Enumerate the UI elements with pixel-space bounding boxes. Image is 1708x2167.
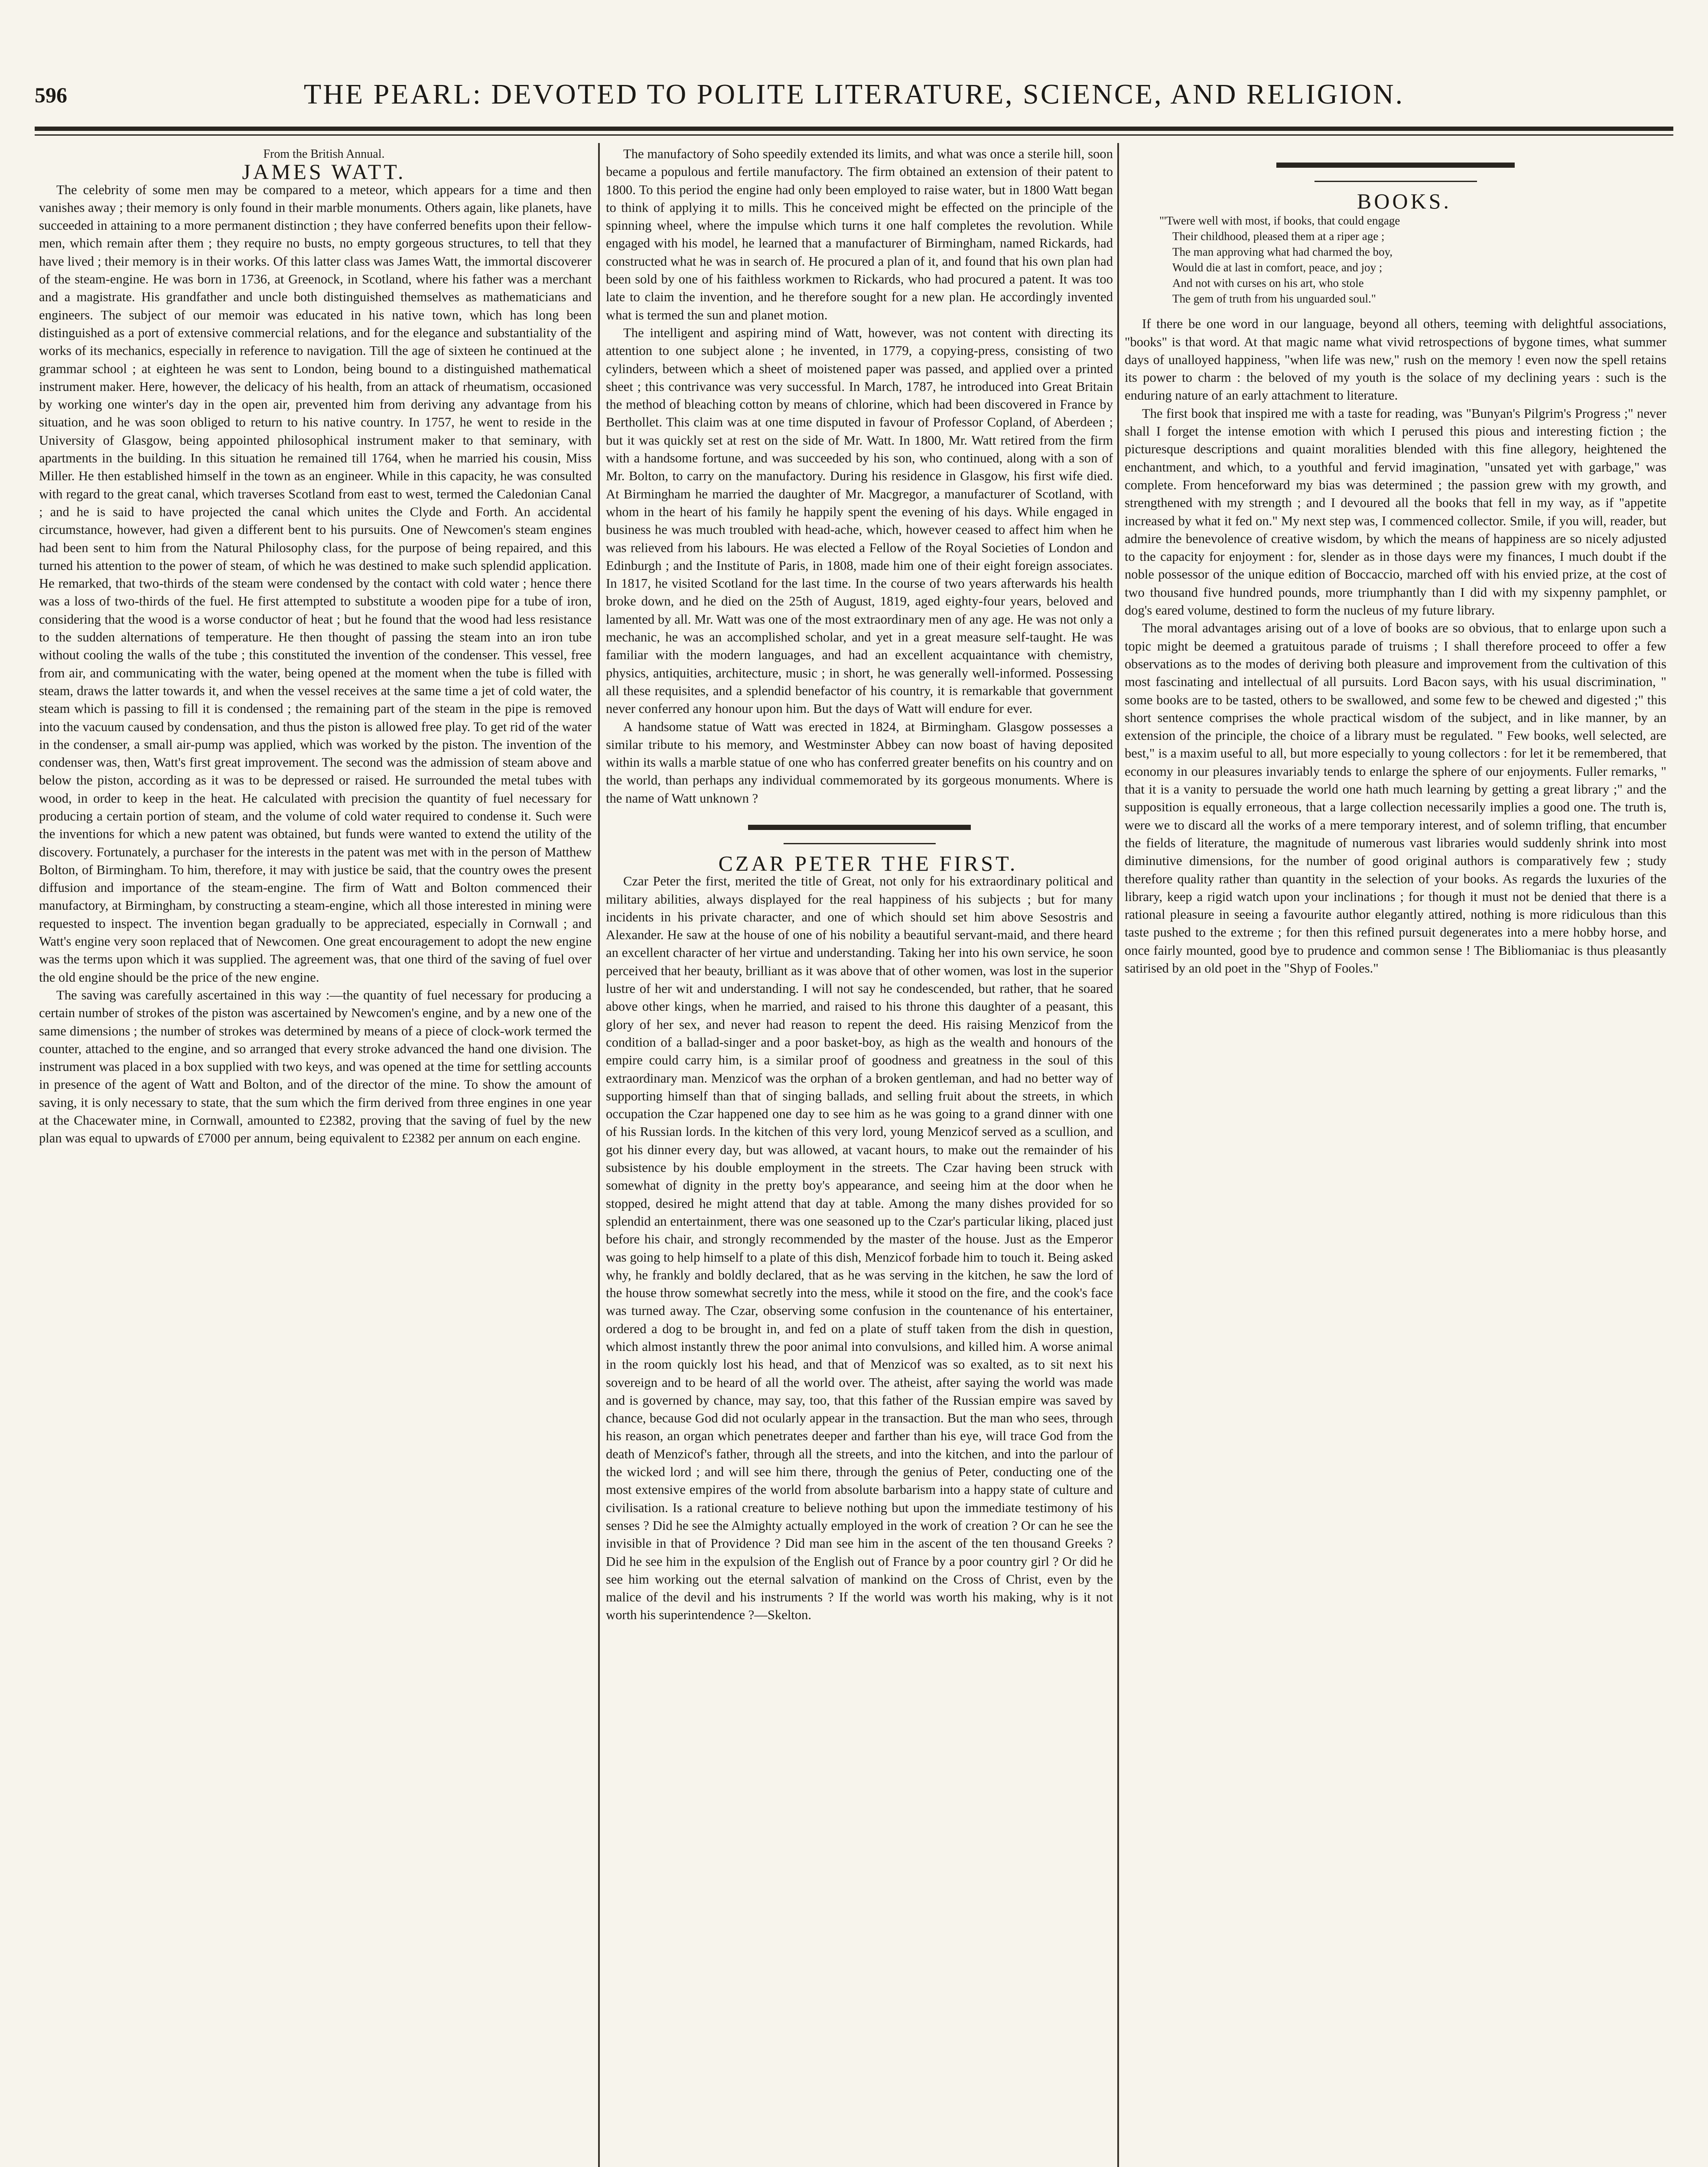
article-paragraph: The first book that inspired me with a taste for reading, was "Bunyan's Pilgrim's Progress ;" never shall I forget the intense emotion with which I perused this pious and interesting fiction ; the picturesque descriptions and quaint moralities blended with this fine allegory, heightened the enchantment, and which, to a youthful and fervid imagination, "unsated yet with garbage," was complete. From henceforward my bias was determined ; the passion grew with my growth, and strengthened with my strength ; and I devoured all the books that fell in my way, as if "appetite increased by what it fed on." My next step was, I commenced collector. Smile, if you will, reader, but admire the benevolence of creative wisdom, by which the means of happiness are so nicely adjusted to the capacity for enjoyment : for, slender as in those days were my finances, I much doubt if the noble possessor of the unique edition of Boccaccio, marched off with his envied prize, at the cost of two thousand five hundred pounds, more triumphantly than I did with my sixpenny pamphlet, or dog's eared volume, destined to form the nucleus of my future library.: [1125, 406, 1666, 618]
poem-line: And not with curses on his art, who stole: [1172, 277, 1364, 290]
section-separator-thin: [784, 843, 936, 844]
column-3: [1125, 145, 1666, 2167]
article-title-czar-peter: CZAR PETER THE FIRST.: [718, 851, 1018, 875]
poem-line: The man approving what had charmed the boy,: [1172, 245, 1393, 259]
column-2: [606, 145, 1113, 2167]
article-title-james-watt: JAMES WATT.: [242, 159, 406, 184]
poem-line: Their childhood, pleased them at a riper age ;: [1172, 230, 1385, 243]
article-paragraph: The moral advantages arising out of a love of books are so obvious, that to enlarge upon such a topic might be deemed a gratuitous parade of truisms ; I shall therefore proceed to offer a few observations as to the modes of deriving both pleasure and improvement from the cultivation of this most fascinating and intellectual of all pursuits. Lord Bacon says, with his usual discrimination, " some books are to be tasted, others to be swallowed, and some few to be chewed and digested ;" this short sentence comprises the whole practical wisdom of the subject, and in like manner, by an extension of the principle, the choice of a library must be regulated. " Few books, well selected, are best," is a maxim useful to all, but more especially to young collectors : for let it be remembered, that economy in our pleasures invariably tends to enlarge the sphere of our enjoyments. Fuller remarks, " that it is a vanity to persuade the world one hath much learning by getting a great library ;" and the supposition is equally erroneous, that a large collection necessarily implies a good one. The truth is, were we to discard all the works of a mere temporary interest, and of solemn trifling, that encumber the fields of literature, the magnitude of numerous vast libraries would suddenly shrink into most diminutive dimensions, for the number of good original authors is comparatively few ; study therefore quality rather than quantity in the selection of your books. As regards the luxuries of the library, keep a rigid watch upon your inclinations ; for though it must not be denied that there is a rational pleasure in seeing a favourite author elegantly attired, nothing is more ridiculous than this taste pushed to the extreme ; for then this refined pursuit degenerates into a mere hobby horse, and once fairly mounted, good bye to prudence and common sense ! The Bibliomaniac is thus pleasantly satirised by an old poet in the "Shyp of Fooles.": [1125, 621, 1666, 976]
poem-line: The gem of truth from his unguarded soul.": [1172, 292, 1376, 306]
article-paragraph: The saving was carefully ascertained in this way :—the quantity of fuel necessary for producing a certain number of strokes of the piston was ascertained by Newcomen's engine, and by a new one of the same dimensions ; the number of strokes was determined by means of a piece of clock-work termed the counter, attached to the engine, and so arranged that every stroke advanced the hand one division. The instrument was placed in a box supplied with two keys, and was opened at the time for settling accounts in presence of the agent of Watt and Bolton, and of the director of the mine. To show the amount of saving, it is only necessary to state, that the sum which the firm derived from three engines in one year at the Chacewater mine, in Cornwall, amounted to £2382, proving that the saving of fuel by the new plan was equal to upwards of £7000 per annum, being equivalent to £2382 per annum on each engine.: [39, 987, 592, 1146]
epigraph-poem: [1159, 213, 1666, 306]
column-divider: [1117, 143, 1119, 2167]
section-separator: [1276, 163, 1515, 168]
page-number: 596: [35, 83, 67, 107]
article-paragraph: Czar Peter the first, merited the title of Great, not only for his extraordinary political and military abilities, always displayed for the real happiness of his subjects ; but for many incidents in his private character, and one of which should set him above Sesostris and Alexander. He saw at the house of one of his nobility a beautiful servant-maid, and there heard an excellent character of her virtue and understanding. Taking her into his own service, he soon perceived that her beauty, brilliant as it was above that of other women, was lost in the superior lustre of her wit and understanding. I will not say he condescended, but rather, that he soared above other kings, when he married, and raised to his throne this daughter of a peasant, this glory of her sex, and never had reason to repent the deed. His raising Menzicof from the condition of a ballad-singer and a poor basket-boy, as high as the wealth and honours of the empire could carry him, is a similar proof of goodness and greatness in the soul of this extraordinary man. Menzicof was the orphan of a broken gentleman, and had no better way of supporting himself than that of singing ballads, and selling fruit about the streets, in which occupation the Czar happened one day to see him as he was going to a grand dinner with one of his Russian lords. In the kitchen of this very lord, young Menzicof served as a scullion, and got his dinner every day, but was allowed, at vacant hours, to make out the remainder of his subsistence by his double employment in the streets. The Czar having been struck with somewhat of dignity in the pretty boy's appearance, and seeing him at the door when he stopped, desired he might attend that day at table. Among the many dishes provided for so splendid an entertainment, there was one seasoned up to the Czar's particular liking, placed just before his chair, and strongly recommended by the master of the house. Just as the Emperor was going to help himself to a plate of this dish, Menzicof forbade him to touch it. Being asked why, he frankly and boldly declared, that as he was serving in the kitchen, he saw the lord of the house throw somewhat secretly into the mess, while it stood on the fire, and the cook's face was turned away. The Czar, observing some confusion in the countenance of his entertainer, ordered a dog to be brought in, and fed on a plate of stuff taken from the dish in question, which almost instantly threw the poor animal into convulsions, and killed him. A worse animal in the room quickly lost his head, and that of Menzicof was so exalted, as to sit next his sovereign and to be heard of all the world over. The atheist, after saying the world was made and is governed by chance, may say, too, that this father of the Russian empire was saved by chance, because God did not ocularly appear in the transaction. But the man who sees, through his reason, an organ which penetrates deeper and farther than his eye, will trace God from the death of Menzicof's father, through all the streets, and into the kitchen, and into the parlour of the wicked lord ; and will see him there, through the genius of Peter, conducting one of the most extensive empires of the world from absolute barbarism into a happy state of culture and civilisation. Is a rational creature to believe nothing but upon the immediate testimony of his senses ? Did he see the Almighty actually employed in the work of creation ? Or can he see the invisible in that of Providence ? Did man see him in the ascent of the ten thousand Greeks ? Did he see him in the expulsion of the English out of France by a poor country girl ? Or did he see him working out the eternal salvation of mankind on the Cross of Christ, even by the malice of the devil and his instruments ? If the world was worth his making, why is it not worth his superintendence ?—Skelton.: [606, 874, 1113, 1623]
article-source: From the British Annual.: [263, 147, 385, 161]
article-paragraph: If there be one word in our language, beyond all others, teeming with delightful associations, "books" is that word. At that magic name what vivid retrospections of bygone times, what summer days of unalloyed happiness, "when life was new," rush on the memory ! even now the spell retains its power to charm : the beloved of my youth is the solace of my declining years : such is the enduring nature of an early attachment to literature.: [1125, 316, 1666, 403]
section-separator: [748, 825, 971, 830]
journal-title: THE PEARL: DEVOTED TO POLITE LITERATURE, SCIENCE, AND RELIGION.: [303, 78, 1405, 110]
masthead: [35, 74, 1673, 121]
article-paragraph: The celebrity of some men may be compared to a meteor, which appears for a time and then vanishes away ; their memory is only found in their marble monuments. Others again, like planets, have succeeded in attaining to a more permanent distinction ; they have conferred benefits upon their fellow-men, which remain after them ; they require no busts, no empty gorgeous structures, to tell that they have lived ; their memory is in their works. Of this latter class was James Watt, the immortal discoverer of the steam-engine. He was born in 1736, at Greenock, in Scotland, where his father was a merchant and a magistrate. His grandfather and uncle both distinguished themselves as mathematicians and engineers. The subject of our memoir was educated in his native town, which has long been distinguished as a port of extensive commercial relations, and for the elegance and substantiality of the works of its mechanics, especially in reference to navigation. Till the age of sixteen he continued at the grammar school ; at eighteen he was sent to London, being bound to a distinguished mathematical instrument maker. Here, however, the delicacy of his health, from an attack of rheumatism, occasioned by working one winter's day in the open air, prevented him from deriving any advantage from his situation, and he was soon obliged to return to his native country. In 1757, he went to reside in the University of Glasgow, being appointed philosophical instrument maker to that seminary, with apartments in the building. In this situation he remained till 1764, when he married his cousin, Miss Miller. He then established himself in the town as an engineer. While in this capacity, he was consulted with regard to the great canal, which traverses Scotland from east to west, termed the Caledonian Canal ; and he is said to have projected the canal which unites the Clyde and Forth. An accidental circumstance, however, had given a different bent to his pursuits. One of Newcomen's steam engines had been sent to him from the Natural Philosophy class, for the purpose of being repaired, and this turned his attention to the power of steam, of which he was destined to make such splendid application. He remarked, that two-thirds of the steam were condensed by the contact with cold water ; hence there was a loss of two-thirds of the fuel. He first attempted to substitute a wooden pipe for a tube of iron, considering that the wood is a worse conductor of heat ; but he found that the wood had less resistance to the sudden alternations of temperature. He then thought of passing the steam into an iron tube without cooling the walls of the tube ; this constituted the invention of the condenser. This vessel, free from air, and communicating with the water, being opened at the moment when the tube is filled with steam, draws the latter towards it, and when the vessel receives at the same time a jet of cold water, the steam which is passing to fill it is condensed ; the remaining part of the steam in the pipe is removed into the vacuum caused by condensation, and thus the piston is allowed free play. To get rid of the water in the condenser, a small air-pump was applied, which was worked by the piston. The invention of the condenser was, then, Watt's first great improvement. The second was the admission of steam above and below the piston, according as it was to be depressed or raised. He surrounded the metal tubes with wood, in order to keep in the heat. He calculated with precision the quantity of fuel necessary for producing a certain portion of steam, and the volume of cold water required to condense it. Such were the inventions for which a new patent was obtained, but funds were wanted to extend the utility of the discovery. Fortunately, a purchaser for the interests in the patent was met with in the person of Matthew Bolton, of Birmingham. To him, therefore, it may with justice be said, that the country owes the present diffusion and importance of the steam-engine. The firm of Watt and Bolton commenced their manufactory, at Birmingham, by constructing a steam-engine, which all those interested in mining were requested to inspect. The invention began gradually to be appreciated, especially in Cornwall ; and Watt's engine very soon replaced that of Newcomen. One great encouragement to adopt the new engine was the terms upon which it was supplied. The agreement was, that one third of the saving of fuel over the old engine should be the price of the new engine.: [39, 182, 592, 985]
header-rule-thin: [35, 134, 1673, 136]
article-paragraph: The manufactory of Soho speedily extended its limits, and what was once a sterile hill, soon became a populous and fertile manufactory. The firm obtained an extension of their patent to 1800. To this period the engine had only been employed to raise water, but in 1800 Watt began to think of applying it to mills. This he conceived might be effected on the principle of the spinning wheel, where the impulse which turns it one half completes the revolution. While engaged with his model, he learned that a manufacturer of Birmingham, named Rickards, had constructed what he was in search of. He procured a plan of it, and found that his own plan had been sold by one of his faithless workmen to Rickards, who had procured a patent. It was too late to claim the invention, and he therefore sought for a new plan. He accordingly invented what is termed the sun and planet motion.: [606, 146, 1113, 322]
article-paragraph: A handsome statue of Watt was erected in 1824, at Birmingham. Glasgow possesses a similar tribute to his memory, and Westminster Abbey can now boast of having deposited within its walls a marble statue of one who has conferred greater benefits on his country and on the world, than perhaps any individual commemorated by its gorgeous monuments. Where is the name of Watt unknown ?: [606, 719, 1113, 806]
article-title-books: BOOKS.: [1357, 189, 1451, 213]
poem-line: "'Twere well with most, if books, that could engage: [1159, 214, 1400, 228]
column-divider: [598, 143, 600, 2167]
column-1: [39, 145, 592, 2167]
header-rule-thick: [35, 127, 1673, 131]
article-paragraph: The intelligent and aspiring mind of Watt, however, was not content with directing its attention to one subject alone ; he invented, in 1779, a copying-press, consisting of two cylinders, between which a sheet of moistened paper was passed, and applied over a printed sheet ; this contrivance was very successful. In March, 1787, he introduced into Great Britain the method of bleaching cotton by means of chlorine, which had been discovered in France by Berthollet. This claim was at one time disputed in favour of Professor Copland, of Aberdeen ; but it was quickly set at rest on the side of Mr. Watt. In 1800, Mr. Watt retired from the firm with a handsome fortune, and was succeeded by his son, who continued, along with a son of Mr. Bolton, to carry on the manufactory. During his residence in Glasgow, his first wife died. At Birmingham he married the daughter of Mr. Macgregor, a manufacturer of Scotland, with whom in the heart of his family he happily spent the evening of his days. While engaged in business he was much troubled with head-ache, which, however ceased to affect him when he was relieved from his labours. He was elected a Fellow of the Royal Societies of London and Edinburgh ; and the Institute of Paris, in 1808, made him one of their eight foreign associates. In 1817, he visited Scotland for the last time. In the course of two years afterwards his health broke down, and he died on the 25th of August, 1819, aged eighty-four years, beloved and lamented by all. Mr. Watt was one of the most extraordinary men of any age. He was not only a mechanic, he was an accomplished scholar, and yet in a great measure self-taught. He was familiar with the modern languages, and had an excellent acquaintance with chemistry, physics, antiquities, architecture, music ; in short, he was generally well-informed. Possessing all these requisites, and a splendid benefactor of his country, it is remarkable that government never conferred any honour upon him. But the days of Watt will endure for ever.: [606, 325, 1113, 716]
section-separator-thin: [1314, 181, 1477, 182]
poem-line: Would die at last in comfort, peace, and joy ;: [1172, 261, 1383, 274]
